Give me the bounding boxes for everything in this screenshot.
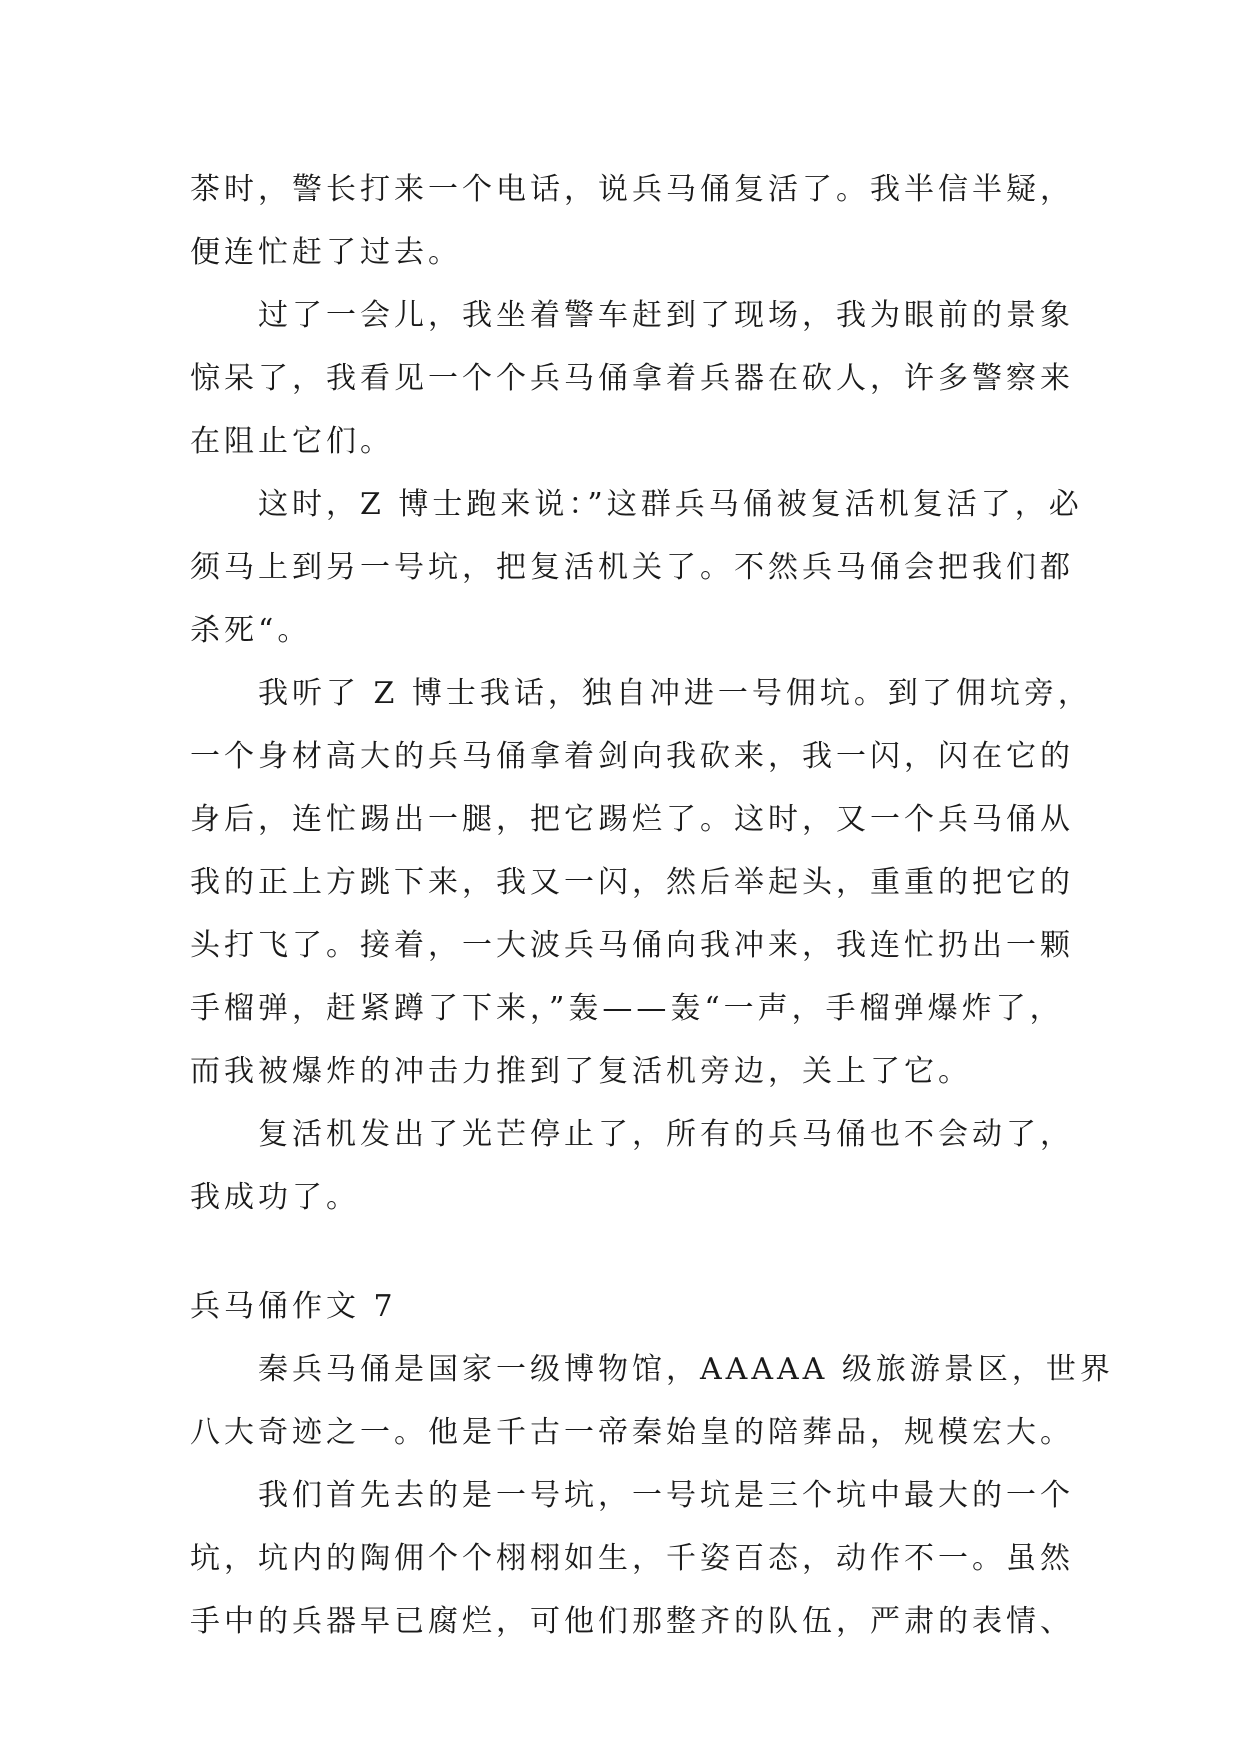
paragraph-start-line: 过了一会儿，我坐着警车赶到了现场，我为眼前的景象	[258, 298, 1074, 333]
text-line: 八大奇迹之一。他是千古一帝秦始皇的陪葬品，规模宏大。	[190, 1415, 1074, 1450]
paragraph-start-line: 我们首先去的是一号坑，一号坑是三个坑中最大的一个	[258, 1478, 1074, 1513]
paragraph-start-line: 我听了 Z 博士我话，独自冲进一号佣坑。到了佣坑旁，	[258, 676, 1092, 711]
text-line: 茶时，警长打来一个电话，说兵马俑复活了。我半信半疑，	[190, 172, 1074, 207]
text-line: 手榴弹，赶紧蹲了下来，”轰——轰“一声，手榴弹爆炸了，	[190, 991, 1064, 1026]
text-line: 在阻止它们。	[190, 424, 394, 459]
text-line: 坑，坑内的陶佣个个栩栩如生，千姿百态，动作不一。虽然	[190, 1541, 1074, 1576]
text-line: 身后，连忙踢出一腿，把它踢烂了。这时，又一个兵马俑从	[190, 802, 1074, 837]
paragraph-start-line: 秦兵马俑是国家一级博物馆，AAAAA 级旅游景区，世界	[258, 1352, 1114, 1387]
text-line: 杀死“。	[190, 613, 312, 648]
paragraph-start-line: 复活机发出了光芒停止了，所有的兵马俑也不会动了，	[258, 1117, 1074, 1152]
paragraph-start-line: 这时，Z 博士跑来说：”这群兵马俑被复活机复活了，必	[258, 487, 1083, 522]
text-line: 我成功了。	[190, 1180, 360, 1215]
text-line: 便连忙赶了过去。	[190, 235, 462, 270]
text-line: 惊呆了，我看见一个个兵马俑拿着兵器在砍人，许多警察来	[190, 361, 1074, 396]
text-line: 头打飞了。接着，一大波兵马俑向我冲来，我连忙扔出一颗	[190, 928, 1074, 963]
text-line: 须马上到另一号坑，把复活机关了。不然兵马俑会把我们都	[190, 550, 1074, 585]
text-line: 一个身材高大的兵马俑拿着剑向我砍来，我一闪，闪在它的	[190, 739, 1074, 774]
text-line: 手中的兵器早已腐烂，可他们那整齐的队伍，严肃的表情、	[190, 1604, 1074, 1639]
document-body	[190, 158, 1114, 1653]
text-line: 我的正上方跳下来，我又一闪，然后举起头，重重的把它的	[190, 865, 1074, 900]
section-spacer	[190, 1229, 1070, 1275]
text-line: 而我被爆炸的冲击力推到了复活机旁边，关上了它。	[190, 1054, 972, 1089]
section-title: 兵马俑作文 7	[190, 1289, 397, 1324]
